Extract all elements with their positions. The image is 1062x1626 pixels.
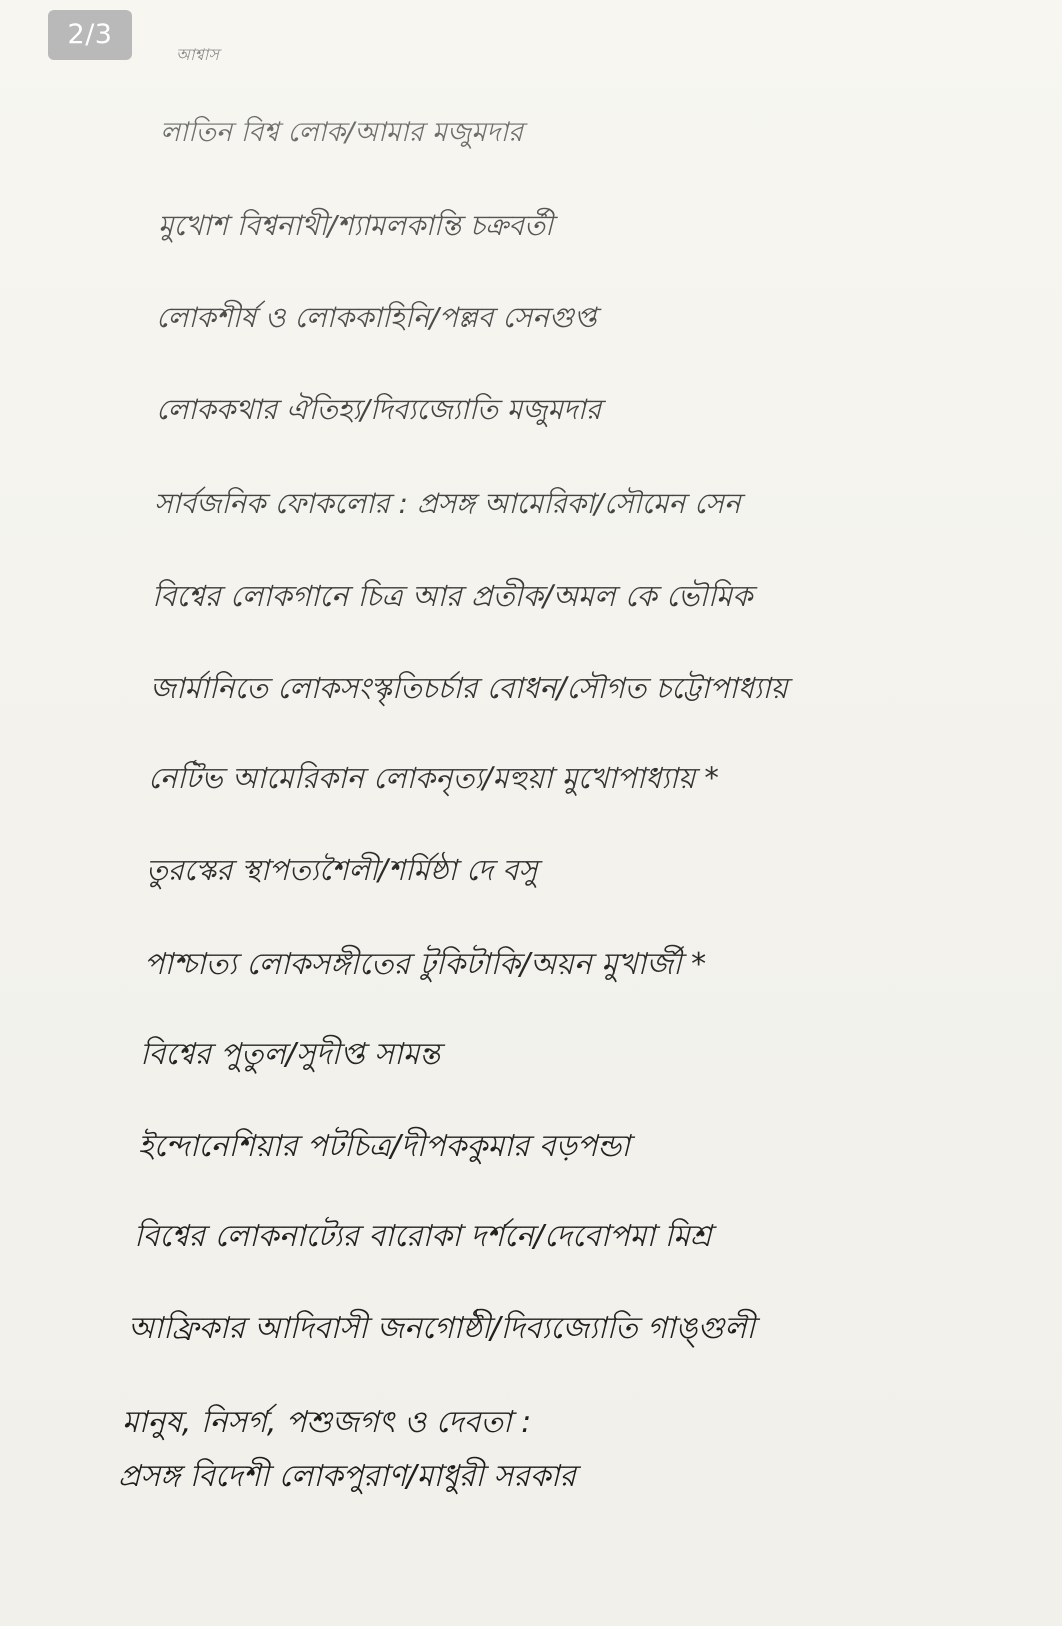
list-line: প্রসঙ্গ বিদেশী লোকপুরাণ/মাধুরী সরকার [118, 1459, 576, 1494]
list-line: আফ্রিকার আদিবাসী জনগোষ্ঠী/দিব্যজ্যোতি গাঙ্গুলী [128, 1311, 756, 1346]
list-line: লোকশীর্ষ ও লোককাহিনি/পল্লব সেনগুপ্ত [156, 301, 597, 334]
list-line: মুখোশ বিশ্বনাথী/শ্যামলকান্তি চক্রবর্তী [158, 209, 554, 242]
list-line: মানুষ, নিসর্গ, পশুজগৎ ও দেবতা : [122, 1405, 532, 1440]
list-line: জার্মানিতে লোকসংস্কৃতিচর্চার বোধন/সৌগত চট্টোপাধ্যায় [150, 671, 788, 705]
list-line: বিশ্বের লোকনাট্যের বারোকা দর্শনে/দেবোপমা মিশ্র [134, 1219, 712, 1254]
list-line: বিশ্বের লোকগানে চিত্র আর প্রতীক/অমল কে ভৌমিক [152, 579, 753, 613]
list-line: লোককথার ঐতিহ্য/দিব্যজ্যোতি মজুমদার [156, 393, 602, 426]
list-line: তুরস্কের স্থাপত্যশৈলী/শর্মিষ্ঠা দে বসু [146, 853, 538, 887]
list-line: নেটিভ আমেরিকান লোকনৃত্য/মহুয়া মুখোপাধ্যায় * [148, 761, 719, 795]
page-counter-badge: 2/3 [48, 10, 132, 60]
list-line: পাশ্চাত্য লোকসঙ্গীতের টুকিটাকি/অয়ন মুখার্জী * [144, 947, 707, 982]
list-line: লাতিন বিশ্ব লোক/আমার মজুমদার [160, 117, 524, 148]
list-line: ইন্দোনেশিয়ার পটচিত্র/দীপককুমার বড়পন্ডা [138, 1129, 630, 1164]
list-line: সার্বজনিক ফোকলোর : প্রসঙ্গ আমেরিকা/সৌমেন সেন [154, 487, 741, 520]
list-line-heading: আশ্বাস [176, 45, 220, 64]
list-line: বিশ্বের পুতুল/সুদীপ্ত সামন্ত [140, 1037, 441, 1072]
